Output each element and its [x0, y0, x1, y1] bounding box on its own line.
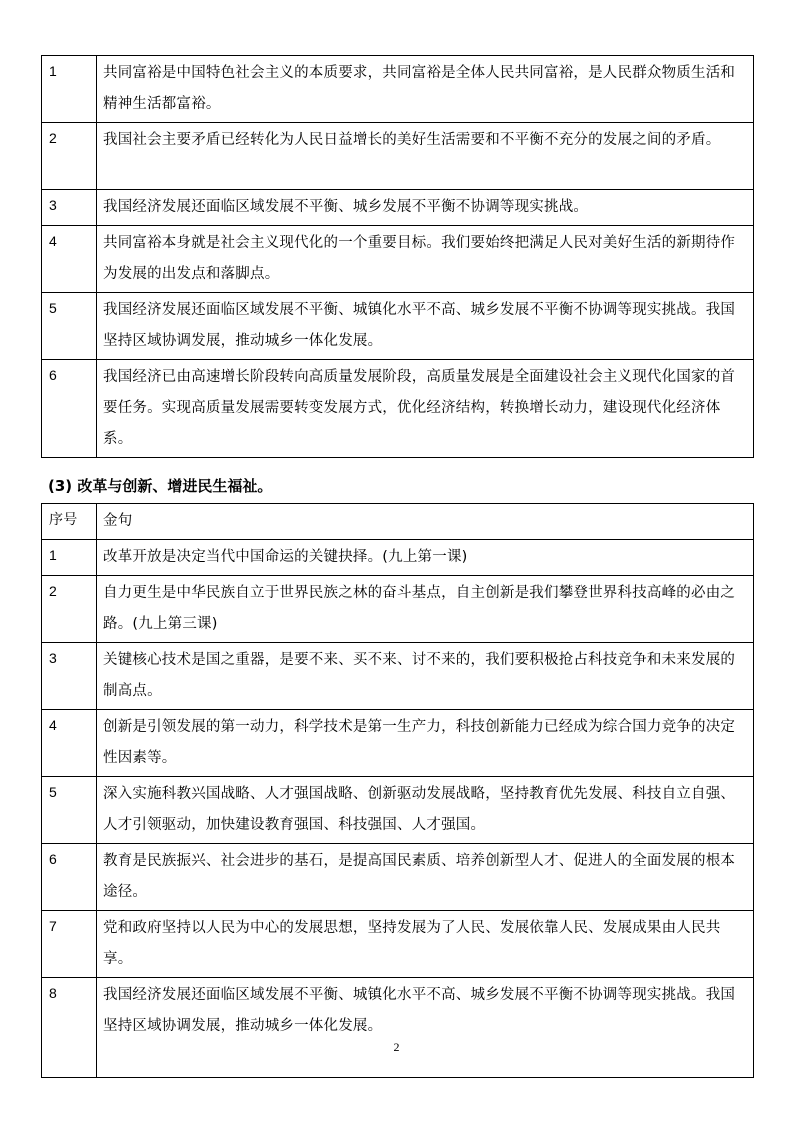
- header-quote: 金句: [97, 504, 754, 540]
- table-row: [42, 844, 754, 911]
- table-row: [42, 710, 754, 777]
- quote-text: 教育是民族振兴、社会进步的基石，是提高国民素质、培养创新型人才、促进人的全面发展的根本途径。: [97, 844, 754, 911]
- quote-text: 共同富裕本身就是社会主义现代化的一个重要目标。我们要始终把满足人民对美好生活的新期待作为发展的出发点和落脚点。: [97, 226, 754, 293]
- quote-text: 我国经济发展还面临区域发展不平衡、城镇化水平不高、城乡发展不平衡不协调等现实挑战。我国坚持区域协调发展，推动城乡一体化发展。: [97, 978, 754, 1078]
- quote-text: 共同富裕是中国特色社会主义的本质要求，共同富裕是全体人民共同富裕，是人民群众物质生活和精神生活都富裕。: [97, 56, 754, 123]
- table-header-row: [42, 504, 754, 540]
- row-number: 4: [42, 226, 97, 293]
- row-number: 6: [42, 844, 97, 911]
- table-row: [42, 190, 754, 226]
- table-row: [42, 226, 754, 293]
- quote-text: 我国经济已由高速增长阶段转向高质量发展阶段，高质量发展是全面建设社会主义现代化国家的首要任务。实现高质量发展需要转变发展方式，优化经济结构，转换增长动力，建设现代化经济体系。: [97, 360, 754, 458]
- row-number: 5: [42, 777, 97, 844]
- row-number: 3: [42, 190, 97, 226]
- quote-text: 改革开放是决定当代中国命运的关键抉择。(九上第一课): [97, 540, 754, 576]
- row-number: 8: [42, 978, 97, 1078]
- quote-text: 自力更生是中华民族自立于世界民族之林的奋斗基点，自主创新是我们攀登世界科技高峰的必由之路。(九上第三课): [97, 576, 754, 643]
- header-number: 序号: [42, 504, 97, 540]
- table-row: [42, 540, 754, 576]
- row-number: 6: [42, 360, 97, 458]
- row-number: 4: [42, 710, 97, 777]
- row-number: 2: [42, 576, 97, 643]
- page-number: 2: [393, 1040, 400, 1054]
- quote-table-continued: [41, 55, 754, 458]
- quote-text: 关键核心技术是国之重器，是要不来、买不来、讨不来的，我们要积极抢占科技竞争和未来发展的制高点。: [97, 643, 754, 710]
- row-number: 1: [42, 540, 97, 576]
- quote-table-reform-innovation: [41, 503, 754, 1078]
- table-row: [42, 911, 754, 978]
- table-row: [42, 56, 754, 123]
- quote-text: 深入实施科教兴国战略、人才强国战略、创新驱动发展战略，坚持教育优先发展、科技自立自强、人才引领驱动，加快建设教育强国、科技强国、人才强国。: [97, 777, 754, 844]
- table-row: [42, 360, 754, 458]
- row-number: 7: [42, 911, 97, 978]
- table-row: [42, 978, 754, 1078]
- section-heading: (3) 改革与创新、增进民生福祉。: [48, 477, 273, 495]
- quote-text: 我国社会主要矛盾已经转化为人民日益增长的美好生活需要和不平衡不充分的发展之间的矛盾。: [97, 123, 754, 190]
- row-number: 5: [42, 293, 97, 360]
- quote-text: 创新是引领发展的第一动力，科学技术是第一生产力，科技创新能力已经成为综合国力竞争的决定性因素等。: [97, 710, 754, 777]
- table-row: [42, 293, 754, 360]
- quote-text: 党和政府坚持以人民为中心的发展思想，坚持发展为了人民、发展依靠人民、发展成果由人民共享。: [97, 911, 754, 978]
- table-row: [42, 643, 754, 710]
- quote-text: 我国经济发展还面临区域发展不平衡、城乡发展不平衡不协调等现实挑战。: [97, 190, 754, 226]
- quote-text: 我国经济发展还面临区域发展不平衡、城镇化水平不高、城乡发展不平衡不协调等现实挑战。我国坚持区域协调发展，推动城乡一体化发展。: [97, 293, 754, 360]
- row-number: 3: [42, 643, 97, 710]
- row-number: 1: [42, 56, 97, 123]
- table-row: [42, 123, 754, 190]
- row-number: 2: [42, 123, 97, 190]
- table-row: [42, 777, 754, 844]
- table-row: [42, 576, 754, 643]
